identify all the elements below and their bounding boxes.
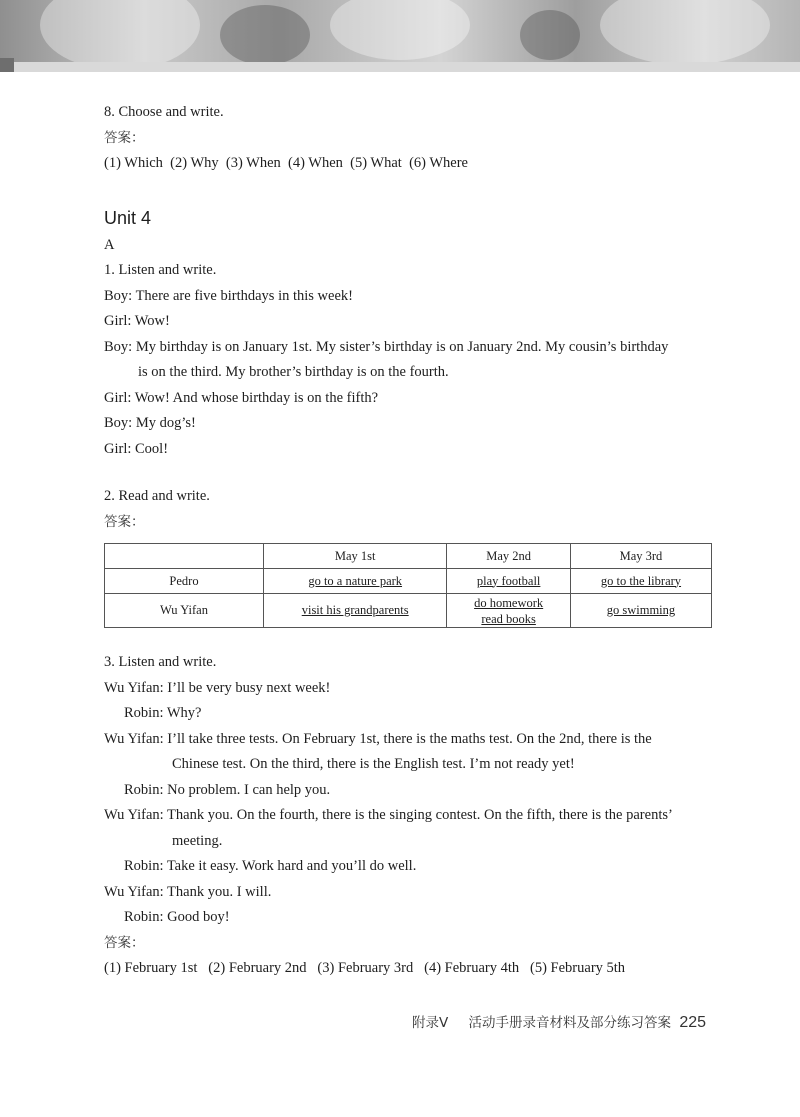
table-header-row [105,544,712,569]
table-header-cell: May 1st [264,544,447,569]
dialogue-line: Wu Yifan: I’ll take three tests. On February 1st, there is the maths test. On the 2nd, there is the [104,730,652,747]
dialogue-line: Boy: My birthday is on January 1st. My sister’s birthday is on January 2nd. My cousin’s birthday [104,338,669,355]
table-header-cell: May 3rd [570,544,711,569]
ex3-answers: (1) February 1st (2) February 2nd (3) February 3rd (4) February 4th (5) February 5th [104,960,626,976]
table-cell [447,594,571,628]
dialogue-line: Wu Yifan: Thank you. I will. [104,883,272,900]
answer-text: go swimming [606,603,676,617]
answer-label: 答案： [104,129,145,146]
table-header-cell [105,544,264,569]
appendix-title: 活动手册录音材料及部分练习答案 [468,1015,672,1031]
dialogue-line: Girl: Wow! [104,313,170,329]
table-cell [264,594,447,628]
table-cell-name: Pedro [105,569,264,594]
table-row [105,594,712,628]
dialogue-line: Wu Yifan: I’ll be very busy next week! [104,679,331,696]
dialogue-line: Robin: Take it easy. Work hard and you’ll do well. [124,858,417,874]
header-banner-image [0,0,800,72]
dialogue-line: meeting. [172,832,223,849]
answer-text: read books [481,611,536,626]
answer-text: do homework [474,595,544,610]
answer-label: 答案： [104,934,145,951]
answer-text: go to a nature park [308,573,403,588]
table-cell [570,594,711,628]
dialogue-line: Robin: Good boy! [124,909,230,925]
page-number: 225 [679,1014,707,1031]
answer-text: go to the library [600,573,682,588]
section-8-heading: 8. Choose and write. [104,104,224,120]
ex3-heading: 3. Listen and write. [104,654,217,670]
unit-title: Unit 4 [104,207,152,228]
dialogue-line: Girl: Cool! [104,440,169,457]
table-cell [447,569,571,594]
dialogue-line: Robin: Why? [124,705,202,721]
dialogue-line: Robin: No problem. I can help you. [124,781,331,798]
page-footer [412,1011,706,1032]
part-label: A [104,236,115,253]
answer-table [104,543,712,628]
dialogue-line: Girl: Wow! And whose birthday is on the fifth? [104,389,379,406]
appendix-label: 附录Ⅴ [412,1015,449,1031]
dialogue-line: Boy: My dog’s! [104,415,196,431]
dialogue-line: Boy: There are five birthdays in this week! [104,287,353,304]
dialogue-line: is on the third. My brother’s birthday is on the fourth. [138,364,449,380]
dialogue-line: Wu Yifan: Thank you. On the fourth, there is the singing contest. On the fifth, there is the parents’ [104,807,673,823]
answer-text: visit his grandparents [301,603,409,617]
table-cell [264,569,447,594]
table-row [105,569,712,594]
answer-label: 答案： [104,513,145,530]
page-content [104,100,714,982]
ex2-heading: 2. Read and write. [104,488,210,504]
section-8-answers: (1) Which (2) Why (3) When (4) When (5) What (6) Where [104,155,468,171]
table-cell-name: Wu Yifan [105,594,264,628]
table-cell [570,569,711,594]
ex1-heading: 1. Listen and write. [104,262,217,278]
dialogue-line: Chinese test. On the third, there is the English test. I’m not ready yet! [172,756,575,772]
table-header-cell: May 2nd [447,544,571,569]
answer-text: play football [476,573,541,588]
